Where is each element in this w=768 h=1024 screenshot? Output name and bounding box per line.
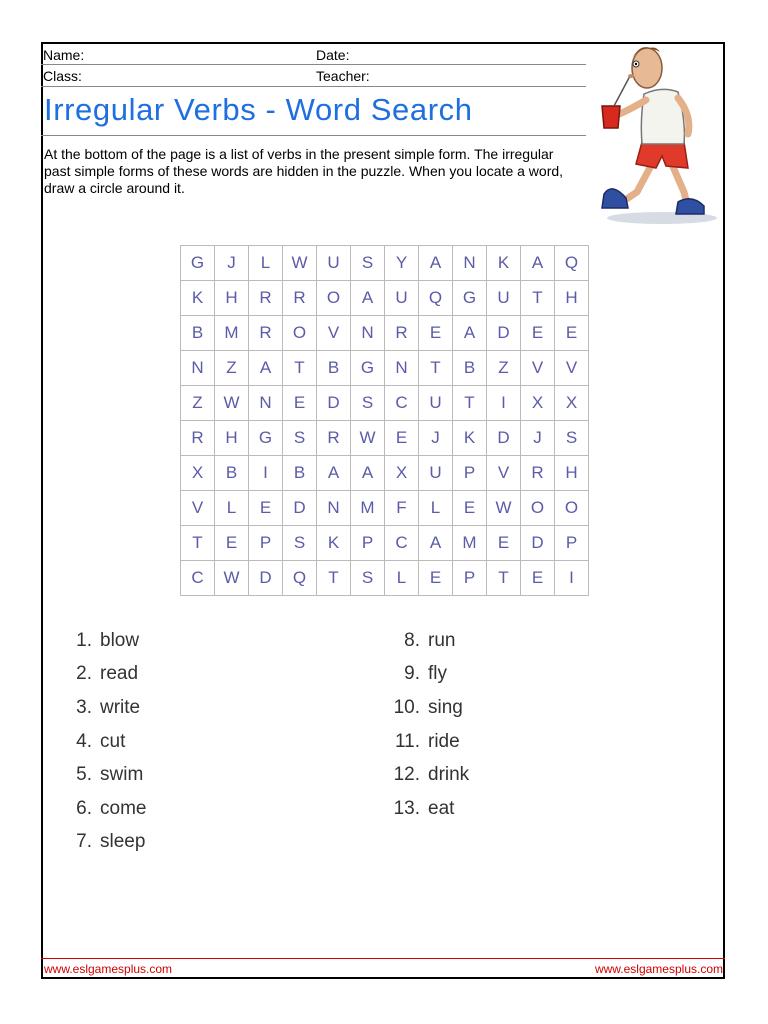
word-list-number: 1. bbox=[76, 629, 92, 651]
grid-cell[interactable]: A bbox=[419, 526, 453, 561]
grid-cell[interactable]: E bbox=[487, 526, 521, 561]
instructions-text: At the bottom of the page is a list of verbs in the present simple form. The irregular past simple forms of these words are hidden in the puzzle. When you locate a word, draw a circle around it. bbox=[44, 146, 564, 196]
grid-cell[interactable]: N bbox=[181, 351, 215, 386]
grid-cell[interactable]: A bbox=[317, 456, 351, 491]
grid-row bbox=[181, 456, 589, 491]
grid-cell[interactable]: U bbox=[317, 246, 351, 281]
grid-cell[interactable]: R bbox=[283, 281, 317, 316]
grid-row bbox=[181, 421, 589, 456]
grid-cell[interactable]: L bbox=[385, 561, 419, 596]
word-list-item bbox=[56, 725, 146, 759]
grid-cell[interactable]: D bbox=[487, 316, 521, 351]
grid-cell[interactable]: I bbox=[249, 456, 283, 491]
date-label: Date: bbox=[316, 47, 350, 63]
grid-cell[interactable]: W bbox=[215, 561, 249, 596]
grid-cell[interactable]: H bbox=[215, 421, 249, 456]
word-list-left bbox=[56, 624, 146, 859]
footer-link-left[interactable]: www.eslgamesplus.com bbox=[44, 962, 173, 976]
grid-cell[interactable]: G bbox=[453, 281, 487, 316]
grid-cell[interactable]: B bbox=[215, 456, 249, 491]
grid-cell[interactable]: W bbox=[487, 491, 521, 526]
word-list-item bbox=[56, 826, 146, 860]
word-search-grid bbox=[180, 245, 589, 596]
grid-cell[interactable]: T bbox=[453, 386, 487, 421]
grid-cell[interactable]: U bbox=[487, 281, 521, 316]
grid-row bbox=[181, 491, 589, 526]
grid-cell[interactable]: E bbox=[521, 561, 555, 596]
word-list-word: come bbox=[100, 797, 147, 819]
word-list-number: 11. bbox=[394, 730, 420, 752]
grid-cell[interactable]: U bbox=[419, 456, 453, 491]
word-list-item bbox=[384, 624, 469, 658]
grid-cell[interactable]: Z bbox=[487, 351, 521, 386]
grid-cell[interactable]: G bbox=[351, 351, 385, 386]
grid-cell[interactable]: V bbox=[181, 491, 215, 526]
word-list-number: 6. bbox=[76, 797, 92, 819]
grid-cell[interactable]: K bbox=[181, 281, 215, 316]
grid-cell[interactable]: T bbox=[181, 526, 215, 561]
word-list-number: 9. bbox=[404, 663, 420, 685]
grid-cell[interactable]: E bbox=[419, 561, 453, 596]
grid-cell[interactable]: I bbox=[487, 386, 521, 421]
word-list-word: eat bbox=[428, 797, 455, 819]
grid-cell[interactable]: X bbox=[385, 456, 419, 491]
name-date-line bbox=[41, 64, 586, 65]
grid-cell[interactable]: V bbox=[521, 351, 555, 386]
grid-row bbox=[181, 281, 589, 316]
grid-cell[interactable]: O bbox=[317, 281, 351, 316]
teacher-label: Teacher: bbox=[316, 68, 370, 84]
grid-cell[interactable]: D bbox=[521, 526, 555, 561]
grid-row bbox=[181, 316, 589, 351]
word-list-word: sing bbox=[428, 696, 463, 718]
grid-cell[interactable]: S bbox=[351, 561, 385, 596]
word-list-number: 7. bbox=[76, 831, 92, 853]
grid-cell[interactable]: D bbox=[249, 561, 283, 596]
grid-cell[interactable]: E bbox=[555, 316, 589, 351]
grid-cell[interactable]: P bbox=[555, 526, 589, 561]
page-title: Irregular Verbs - Word Search bbox=[44, 92, 473, 127]
grid-cell[interactable]: L bbox=[419, 491, 453, 526]
grid-cell[interactable]: S bbox=[351, 246, 385, 281]
footer-link-right[interactable]: www.eslgamesplus.com bbox=[594, 962, 723, 976]
word-list-item bbox=[384, 725, 469, 759]
grid-cell[interactable]: M bbox=[215, 316, 249, 351]
grid-cell[interactable]: N bbox=[317, 491, 351, 526]
grid-cell[interactable]: E bbox=[283, 386, 317, 421]
grid-cell[interactable]: P bbox=[453, 561, 487, 596]
word-list-word: fly bbox=[428, 663, 447, 685]
word-list-number: 2. bbox=[76, 663, 92, 685]
grid-cell[interactable]: D bbox=[487, 421, 521, 456]
grid-cell[interactable]: W bbox=[283, 246, 317, 281]
word-list-word: ride bbox=[428, 730, 460, 752]
word-list-number: 13. bbox=[393, 797, 420, 819]
grid-cell[interactable]: F bbox=[385, 491, 419, 526]
grid-cell[interactable]: K bbox=[317, 526, 351, 561]
grid-cell[interactable]: D bbox=[317, 386, 351, 421]
grid-cell[interactable]: V bbox=[487, 456, 521, 491]
word-list-word: cut bbox=[100, 730, 126, 752]
grid-cell[interactable]: Z bbox=[215, 351, 249, 386]
grid-cell[interactable]: C bbox=[385, 386, 419, 421]
grid-cell[interactable]: V bbox=[317, 316, 351, 351]
grid-row bbox=[181, 526, 589, 561]
grid-cell[interactable]: S bbox=[555, 421, 589, 456]
grid-cell[interactable]: N bbox=[249, 386, 283, 421]
grid-cell[interactable]: R bbox=[249, 316, 283, 351]
grid-cell[interactable]: E bbox=[453, 491, 487, 526]
grid-cell[interactable]: J bbox=[521, 421, 555, 456]
grid-cell[interactable]: B bbox=[181, 316, 215, 351]
class-teacher-line bbox=[41, 86, 586, 87]
grid-row bbox=[181, 351, 589, 386]
grid-cell[interactable]: W bbox=[215, 386, 249, 421]
grid-cell[interactable]: Q bbox=[419, 281, 453, 316]
grid-cell[interactable]: C bbox=[181, 561, 215, 596]
grid-cell[interactable]: S bbox=[283, 421, 317, 456]
grid-cell[interactable]: X bbox=[521, 386, 555, 421]
grid-cell[interactable]: J bbox=[215, 246, 249, 281]
footer-divider bbox=[41, 958, 725, 959]
grid-cell[interactable]: U bbox=[419, 386, 453, 421]
grid-cell[interactable]: L bbox=[249, 246, 283, 281]
grid-cell[interactable]: Z bbox=[181, 386, 215, 421]
name-label: Name: bbox=[43, 47, 85, 63]
grid-cell[interactable]: R bbox=[317, 421, 351, 456]
grid-cell[interactable]: N bbox=[385, 351, 419, 386]
grid-cell[interactable]: P bbox=[453, 456, 487, 491]
grid-cell[interactable]: P bbox=[351, 526, 385, 561]
word-list-word: write bbox=[100, 696, 141, 718]
grid-cell[interactable]: K bbox=[453, 421, 487, 456]
grid-cell[interactable]: G bbox=[249, 421, 283, 456]
grid-cell[interactable]: T bbox=[419, 351, 453, 386]
grid-cell[interactable]: E bbox=[521, 316, 555, 351]
grid-cell[interactable]: T bbox=[283, 351, 317, 386]
grid-cell[interactable]: X bbox=[181, 456, 215, 491]
word-list-item bbox=[56, 792, 146, 826]
grid-cell[interactable]: R bbox=[249, 281, 283, 316]
grid-cell[interactable]: H bbox=[215, 281, 249, 316]
grid-cell[interactable]: E bbox=[419, 316, 453, 351]
grid-cell[interactable]: T bbox=[487, 561, 521, 596]
grid-cell[interactable]: U bbox=[385, 281, 419, 316]
word-list-item bbox=[384, 691, 469, 725]
word-list-right bbox=[384, 624, 469, 826]
grid-cell[interactable]: R bbox=[181, 421, 215, 456]
word-list-word: drink bbox=[428, 764, 470, 786]
word-list-number: 5. bbox=[76, 764, 92, 786]
word-list-word: swim bbox=[100, 764, 144, 786]
word-list-item bbox=[384, 758, 469, 792]
grid-cell[interactable]: P bbox=[249, 526, 283, 561]
grid-cell[interactable]: A bbox=[419, 246, 453, 281]
grid-cell[interactable]: J bbox=[419, 421, 453, 456]
grid-cell[interactable]: M bbox=[351, 491, 385, 526]
grid-cell[interactable]: N bbox=[351, 316, 385, 351]
word-list-item bbox=[56, 658, 146, 692]
word-list-item bbox=[384, 658, 469, 692]
grid-cell[interactable]: O bbox=[521, 491, 555, 526]
grid-cell[interactable]: L bbox=[215, 491, 249, 526]
grid-cell[interactable]: O bbox=[555, 491, 589, 526]
word-list-word: run bbox=[428, 629, 456, 651]
grid-cell[interactable]: E bbox=[249, 491, 283, 526]
grid-cell[interactable]: R bbox=[521, 456, 555, 491]
grid-cell[interactable]: E bbox=[385, 421, 419, 456]
grid-cell[interactable]: E bbox=[215, 526, 249, 561]
grid-cell[interactable]: Q bbox=[283, 561, 317, 596]
grid-cell[interactable]: A bbox=[249, 351, 283, 386]
word-list-item bbox=[56, 691, 146, 725]
grid-cell[interactable]: H bbox=[555, 456, 589, 491]
grid-cell[interactable]: D bbox=[283, 491, 317, 526]
word-list-item bbox=[384, 792, 469, 826]
grid-cell[interactable]: O bbox=[283, 316, 317, 351]
word-list-word: sleep bbox=[100, 831, 146, 853]
word-list-number: 12. bbox=[393, 764, 420, 786]
grid-cell[interactable]: M bbox=[453, 526, 487, 561]
word-list-word: read bbox=[100, 663, 139, 685]
grid-cell[interactable]: W bbox=[351, 421, 385, 456]
grid-cell[interactable]: H bbox=[555, 281, 589, 316]
grid-cell[interactable]: C bbox=[385, 526, 419, 561]
word-list-number: 4. bbox=[76, 730, 92, 752]
grid-cell[interactable]: B bbox=[317, 351, 351, 386]
grid-cell[interactable]: Y bbox=[385, 246, 419, 281]
grid-cell[interactable]: A bbox=[351, 456, 385, 491]
grid-cell[interactable]: I bbox=[555, 561, 589, 596]
word-list-number: 3. bbox=[76, 696, 92, 718]
grid-cell[interactable]: A bbox=[521, 246, 555, 281]
word-list-word: blow bbox=[100, 629, 140, 651]
grid-row bbox=[181, 561, 589, 596]
word-list-item bbox=[56, 758, 146, 792]
grid-row bbox=[181, 246, 589, 281]
grid-cell[interactable]: A bbox=[351, 281, 385, 316]
grid-cell[interactable]: K bbox=[487, 246, 521, 281]
grid-cell[interactable]: B bbox=[283, 456, 317, 491]
runner-drinking-icon bbox=[592, 42, 722, 227]
grid-cell[interactable]: S bbox=[283, 526, 317, 561]
grid-row bbox=[181, 386, 589, 421]
grid-cell[interactable]: B bbox=[453, 351, 487, 386]
grid-cell[interactable]: N bbox=[453, 246, 487, 281]
grid-cell[interactable]: Q bbox=[555, 246, 589, 281]
word-list-number: 10. bbox=[393, 696, 420, 718]
grid-cell[interactable]: S bbox=[351, 386, 385, 421]
grid-cell[interactable]: T bbox=[521, 281, 555, 316]
class-label: Class: bbox=[43, 68, 82, 84]
grid-cell[interactable]: V bbox=[555, 351, 589, 386]
grid-cell[interactable]: A bbox=[453, 316, 487, 351]
word-list-item bbox=[56, 624, 146, 658]
grid-cell[interactable]: R bbox=[385, 316, 419, 351]
grid-cell[interactable]: G bbox=[181, 246, 215, 281]
grid-cell[interactable]: T bbox=[317, 561, 351, 596]
title-divider bbox=[41, 135, 586, 136]
word-list-number: 8. bbox=[404, 629, 420, 651]
grid-cell[interactable]: X bbox=[555, 386, 589, 421]
